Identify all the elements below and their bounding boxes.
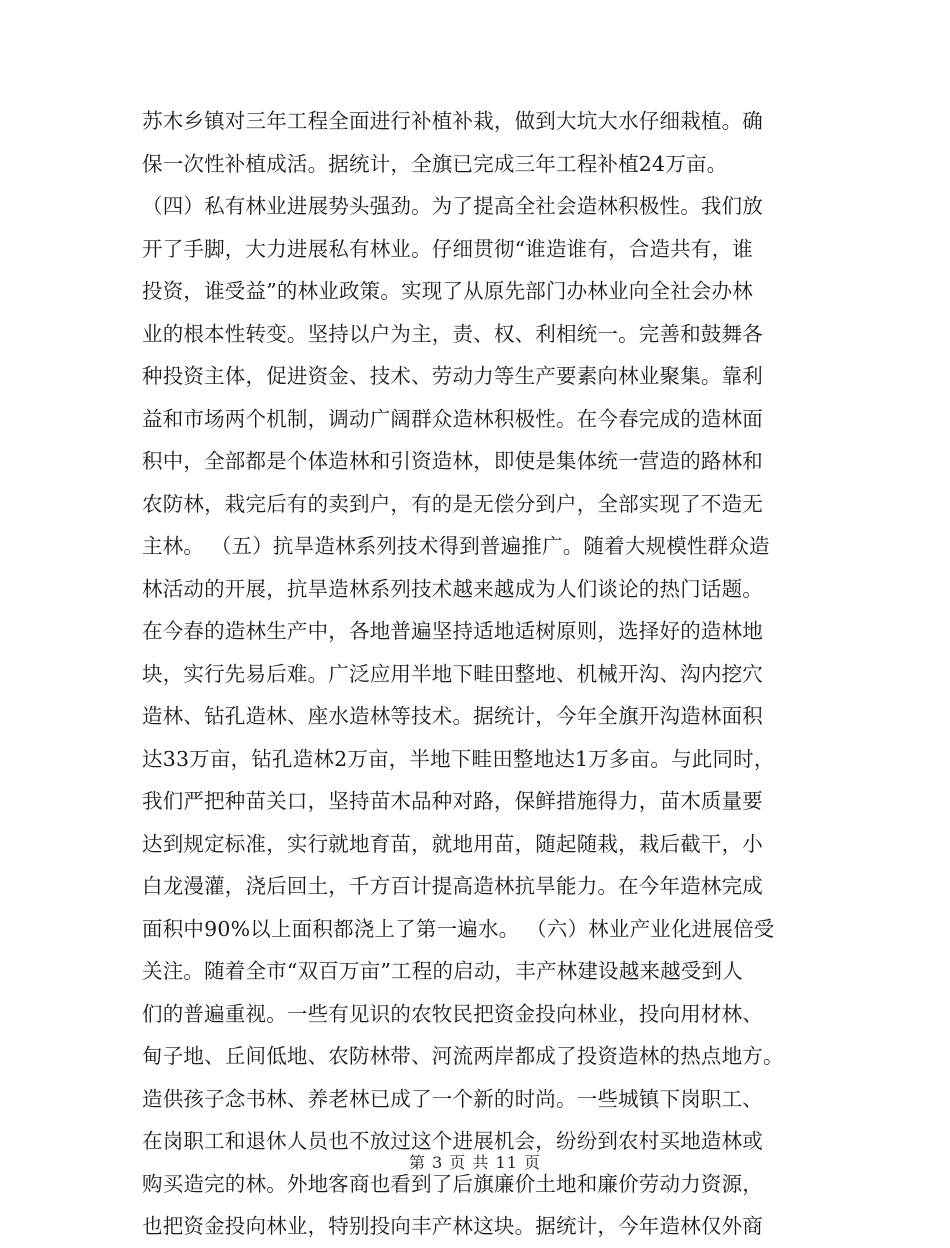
text-line: 农防林，栽完后有的卖到户，有的是无偿分到户，全部实现了不造无	[142, 491, 763, 516]
text-line: 白龙漫灌，浇后回土，千方百计提高造林抗旱能力。在今年造林完成	[142, 874, 763, 898]
page-footer: 第 3 页 共 11 页	[409, 1153, 541, 1172]
text-line: 我们严把种苗关口，坚持苗木品种对路，保鲜措施得力，苗木质量要	[142, 789, 763, 813]
text-line: 块，实行先易后难。广泛应用半地下畦田整地、机械开沟、沟内挖穴	[142, 661, 763, 686]
text-line: 业的根本性转变。坚持以户为主，责、权、利相统一。完善和鼓舞各	[142, 321, 763, 346]
text-line: 在岗职工和退休人员也不放过这个进展机会，纷纷到农村买地造林或	[142, 1129, 763, 1153]
text-line: 积中，全部都是个体造林和引资造林，即使是集体统一营造的路林和	[142, 449, 763, 473]
text-line: 种投资主体，促进资金、技术、劳动力等生产要素向林业聚集。靠利	[142, 364, 763, 388]
text-line: 也把资金投向林业，特别投向丰产林这块。据统计，今年造林仅外商	[142, 1214, 763, 1238]
text-line: 造林、钻孔造林、座水造林等技术。据统计，今年全旗开沟造林面积	[142, 704, 763, 728]
text-line: 面积中90%以上面积都浇上了第一遍水。 （六）林业产业化进展倍受	[142, 916, 775, 941]
text-line: 达到规定标准，实行就地育苗，就地用苗，随起随栽，栽后截干，小	[142, 831, 763, 856]
text-line: （四）私有林业进展势头强劲。为了提高全社会造林积极性。我们放	[142, 194, 763, 218]
text-line: 们的普遍重视。一些有见识的农牧民把资金投向林业，投向用材林、	[142, 1001, 763, 1026]
text-line: 益和市场两个机制，调动广阔群众造林积极性。在今春完成的造林面	[142, 406, 763, 431]
text-line: 购买造完的林。外地客商也看到了后旗廉价土地和廉价劳动力资源，	[142, 1171, 763, 1196]
text-line: 达33万亩，钻孔造林2万亩，半地下畦田整地达1万多亩。与此同时，	[142, 746, 775, 771]
text-line: 在今春的造林生产中，各地普遍坚持适地适树原则，选择好的造林地	[142, 619, 763, 643]
text-line: 甸子地、丘间低地、农防林带、河流两岸都成了投资造林的热点地方。	[142, 1044, 784, 1068]
text-line: 开了手脚，大力进展私有林业。仔细贯彻“谁造谁有，合造共有，谁	[142, 236, 753, 261]
text-line: 保一次性补植成活。据统计，全旗已完成三年工程补植24万亩。	[142, 151, 728, 176]
text-line: 林活动的开展，抗旱造林系列技术越来越成为人们谈论的热门话题。	[142, 576, 763, 601]
text-line: 造供孩子念书林、养老林已成了一个新的时尚。一些城镇下岗职工、	[142, 1086, 763, 1111]
text-line: 投资，谁受益”的林业政策。实现了从原先部门办林业向全社会办林	[142, 279, 753, 303]
document-body	[142, 100, 810, 1248]
text-line: 苏木乡镇对三年工程全面进行补植补栽，做到大坑大水仔细栽植。确	[142, 109, 763, 133]
text-line: 关注。随着全市“双百万亩”工程的启动，丰产林建设越来越受到人	[142, 959, 743, 983]
text-line: 主林。 （五）抗旱造林系列技术得到普遍推广。随着大规模性群众造	[142, 534, 770, 558]
